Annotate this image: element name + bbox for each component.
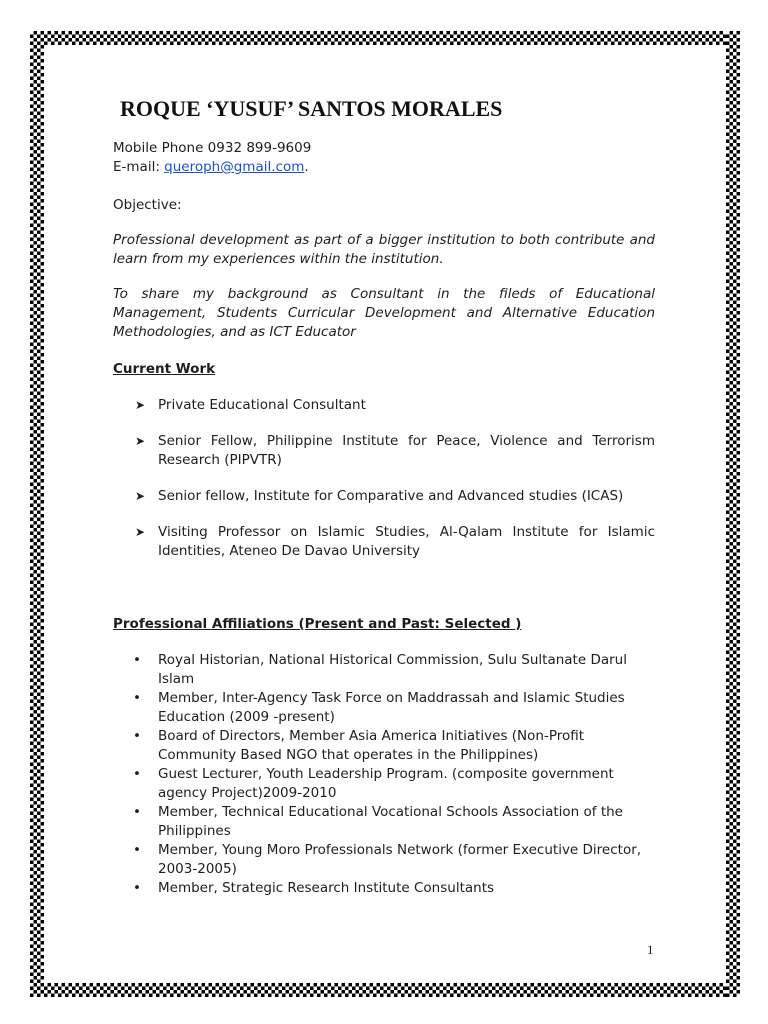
objective-label: Objective: (113, 197, 182, 213)
list-item (113, 841, 655, 879)
resume-name: ROQUE ‘YUSUF’ SANTOS MORALES (120, 96, 503, 121)
bullet-icon: • (133, 766, 141, 782)
list-item (113, 765, 655, 803)
list-item (113, 651, 655, 689)
arrow-bullet-icon: ➤ (135, 434, 146, 448)
bullet-icon: • (133, 842, 141, 858)
border-bottom (30, 983, 740, 997)
bullet-icon: • (133, 728, 141, 744)
list-item-text: Member, Technical Educational Vocational Schools Association of the Philippines (158, 804, 623, 839)
contact-block (113, 139, 655, 177)
list-item-text: Private Educational Consultant (158, 397, 366, 413)
list-item (113, 879, 655, 898)
affiliations-list (113, 651, 655, 898)
email-suffix: . (304, 159, 309, 175)
email-line (113, 158, 655, 177)
mobile-phone: Mobile Phone 0932 899-9609 (113, 140, 312, 156)
list-item (113, 727, 655, 765)
arrow-bullet-icon: ➤ (135, 489, 146, 503)
arrow-bullet-icon: ➤ (135, 398, 146, 412)
objective-text: To share my background as Consultant in the fileds of Educational Management, Students Curricular Development and Alternative Education Methodologies, and as ICT Educator (113, 286, 655, 340)
list-item-text: Visiting Professor on Islamic Studies, Al-Qalam Institute for Islamic Identities, Ateneo De Davao University (158, 524, 655, 559)
bullet-icon: • (133, 880, 141, 896)
list-item-text: Royal Historian, National Historical Commission, Sulu Sultanate Darul Islam (158, 652, 627, 687)
resume-body (113, 95, 655, 898)
list-item (113, 487, 655, 506)
list-item (113, 803, 655, 841)
list-item-text: Member, Inter-Agency Task Force on Maddrassah and Islamic Studies Education (2009 -present) (158, 690, 625, 725)
current-work-list (113, 396, 655, 561)
page-number: 1 (647, 942, 654, 957)
border-right (726, 31, 740, 997)
email-link[interactable]: queroph@gmail.com (164, 159, 305, 175)
email-prefix: E-mail: (113, 159, 165, 175)
list-item-text: Senior Fellow, Philippine Institute for Peace, Violence and Terrorism Research (PIPVTR) (158, 433, 655, 468)
affiliations-title: Professional Affiliations (Present and Past: Selected ) (113, 616, 522, 632)
border-top (30, 31, 740, 45)
list-item-text: Guest Lecturer, Youth Leadership Program. (composite government agency Project)2009-2010 (158, 766, 614, 801)
list-item-text: Member, Young Moro Professionals Network (former Executive Director, 2003-2005) (158, 842, 642, 877)
list-item-text: Member, Strategic Research Institute Consultants (158, 880, 495, 896)
list-item (113, 689, 655, 727)
bullet-icon: • (133, 652, 141, 668)
bullet-icon: • (133, 804, 141, 820)
list-item (113, 523, 655, 561)
list-item-text: Board of Directors, Member Asia America Initiatives (Non-Profit Community Based NGO that operates in the Philippines) (158, 728, 585, 763)
border-left (30, 31, 44, 997)
objective-text: Professional development as part of a bigger institution to both contribute and learn from my experiences within the institution. (113, 232, 655, 267)
current-work-title: Current Work (113, 361, 216, 377)
arrow-bullet-icon: ➤ (135, 525, 146, 539)
list-item (113, 396, 655, 415)
list-item (113, 432, 655, 470)
list-item-text: Senior fellow, Institute for Comparative and Advanced studies (ICAS) (158, 488, 624, 504)
bullet-icon: • (133, 690, 141, 706)
